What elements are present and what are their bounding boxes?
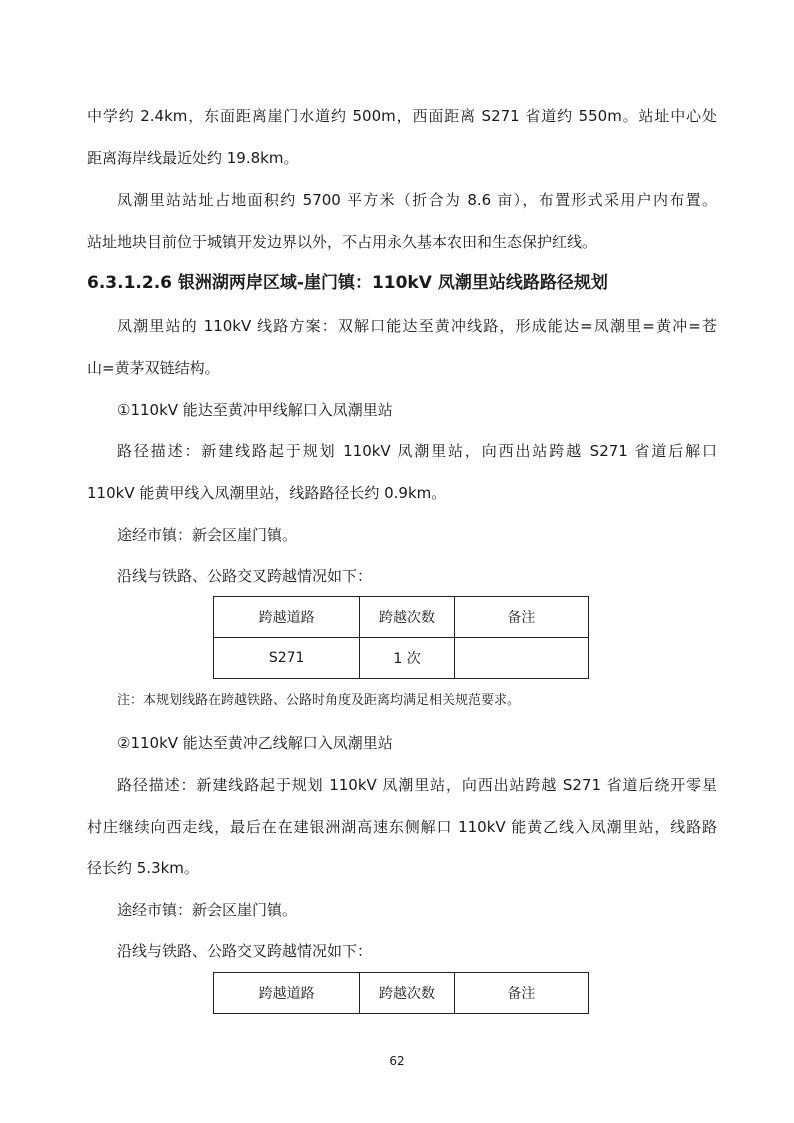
crossing-table — [213, 596, 589, 679]
paragraph-line: 村庄继续向西走线，最后在在建银洲湖高速东侧解口 110kV 能黄乙线入凤潮里站，线路路 — [87, 818, 717, 836]
table-cell: 1 次 — [360, 638, 454, 679]
table-note: 注：本规划线路在跨越铁路、公路时角度及距离均满足相关规范要求。 — [117, 693, 521, 708]
paragraph-line: 站址地块目前位于城镇开发边界以外，不占用永久基本农田和生态保护红线。 — [87, 233, 598, 251]
table-cell — [454, 638, 588, 679]
towns-line: 途经市镇：新会区崖门镇。 — [117, 901, 298, 919]
table-header-cell: 跨越次数 — [360, 597, 454, 638]
paragraph-line: 路径描述：新建线路起于规划 110kV 凤潮里站，向西出站跨越 S271 省道后解口 — [117, 442, 717, 460]
paragraph-line: 径长约 5.3km。 — [87, 859, 199, 877]
paragraph-line: 路径描述：新建线路起于规划 110kV 凤潮里站，向西出站跨越 S271 省道后绕开零星 — [117, 776, 717, 794]
table-header-cell: 备注 — [454, 597, 588, 638]
table-header-cell: 备注 — [454, 973, 588, 1014]
towns-line: 途经市镇：新会区崖门镇。 — [117, 526, 298, 544]
paragraph-line: 凤潮里站的 110kV 线路方案：双解口能达至黄冲线路，形成能达=凤潮里=黄冲=苍 — [117, 317, 717, 335]
table-header-row — [214, 597, 589, 638]
crossing-table — [213, 972, 589, 1014]
table-header-cell: 跨越道路 — [214, 597, 360, 638]
paragraph-line: 山=黄茅双链结构。 — [87, 359, 220, 377]
line-title: ①110kV 能达至黄冲甲线解口入凤潮里站 — [117, 401, 393, 419]
table-row — [214, 638, 589, 679]
page-number: 62 — [389, 1054, 405, 1068]
paragraph-line: 110kV 能黄甲线入凤潮里站，线路路径长约 0.9km。 — [87, 484, 447, 502]
table-cell: S271 — [214, 638, 360, 679]
crossing-intro: 沿线与铁路、公路交叉跨越情况如下： — [117, 567, 373, 585]
line-title: ②110kV 能达至黄冲乙线解口入凤潮里站 — [117, 734, 393, 752]
table-header-cell: 跨越道路 — [214, 973, 360, 1014]
paragraph-line: 中学约 2.4km，东面距离崖门水道约 500m，西面距离 S271 省道约 550m。站址中心处 — [87, 107, 717, 125]
section-heading: 6.3.1.2.6 银洲湖两岸区域-崖门镇：110kV 凤潮里站线路路径规划 — [87, 273, 608, 293]
crossing-intro: 沿线与铁路、公路交叉跨越情况如下： — [117, 942, 373, 960]
paragraph-line: 凤潮里站站址占地面积约 5700 平方米（折合为 8.6 亩），布置形式采用户内布置。 — [117, 191, 717, 209]
table-header-row — [214, 973, 589, 1014]
table-header-cell: 跨越次数 — [360, 973, 455, 1014]
paragraph-line: 距离海岸线最近处约 19.8km。 — [87, 149, 299, 167]
